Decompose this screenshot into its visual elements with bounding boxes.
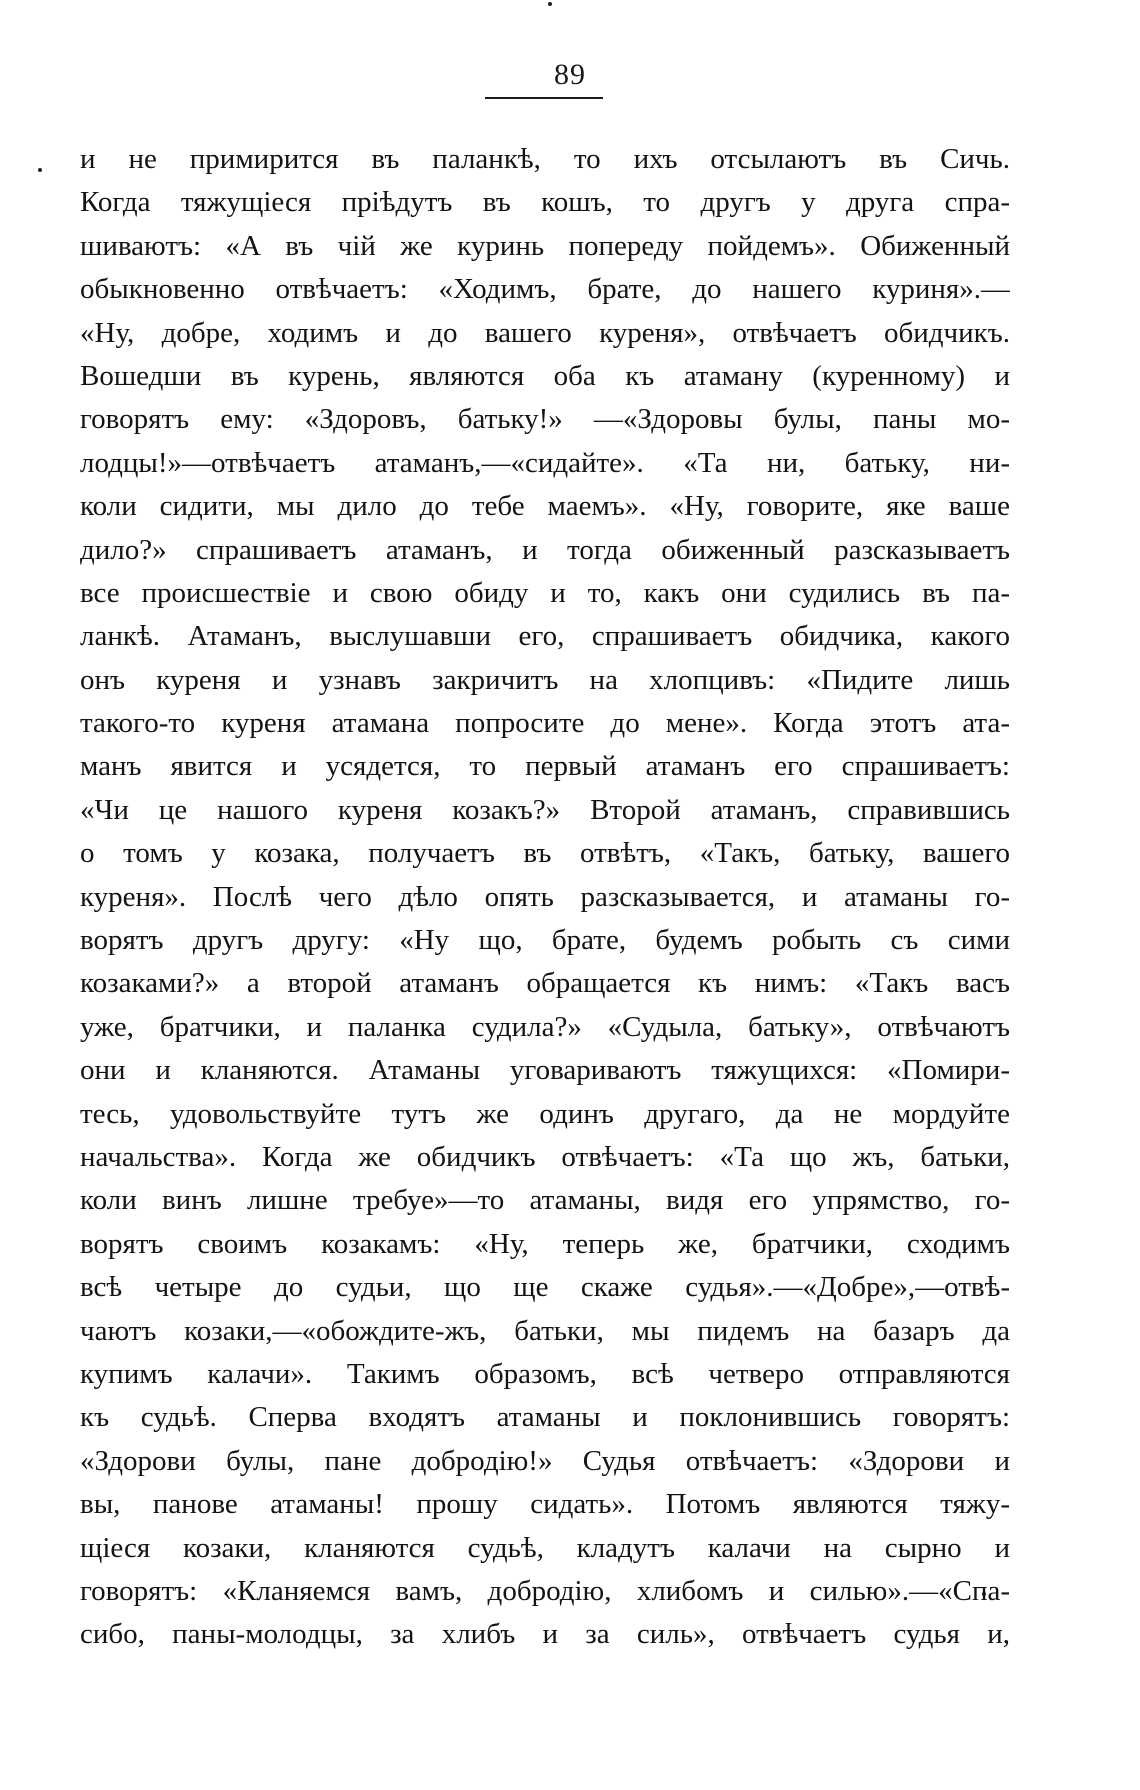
text-line: уже, братчики, и паланка судила?» «Судыла, батьку», отвѣчаютъ [80, 1010, 1010, 1043]
page-number: 89 [554, 58, 586, 91]
text-line: коли винъ лишне требуе»—то атаманы, видя его упрямство, го- [80, 1184, 1010, 1217]
text-line: и не примирится въ паланкѣ, то ихъ отсылаютъ въ Сичь. [80, 143, 1010, 175]
text-line: «Чи це нашого куреня козакъ?» Второй атаманъ, справившись [80, 793, 1010, 826]
text-line: говорятъ: «Кланяемся вамъ, добродію, хлибомъ и силью».—«Спа- [80, 1574, 1010, 1607]
text-line: коли сидити, мы дило до тебе маемъ». «Ну, говорите, яке ваше [80, 490, 1010, 523]
text-line: чаютъ козаки,—«обождите-жъ, батьки, мы пидемъ на базаръ да [80, 1314, 1010, 1347]
text-line: вы, панове атаманы! прошу сидать». Потомъ являются тяжу- [80, 1488, 1010, 1521]
text-line: куреня». Послѣ чего дѣло опять разсказывается, и атаманы го- [80, 880, 1010, 913]
text-line: дило?» спрашиваетъ атаманъ, и тогда обиженный разсказываетъ [80, 533, 1010, 566]
text-line: манъ явится и усядется, то первый атаманъ его спрашиваетъ: [80, 750, 1010, 783]
text-line: о томъ у козака, получаетъ въ отвѣтъ, «Такъ, батьку, вашего [80, 837, 1010, 870]
print-speck [38, 168, 42, 172]
text-line: козаками?» а второй атаманъ обращается къ нимъ: «Такъ васъ [80, 967, 1010, 1000]
body-text [80, 138, 1010, 1657]
text-line: купимъ калачи». Такимъ образомъ, всѣ четверо отправляются [80, 1357, 1010, 1390]
text-line: щіеся козаки, кланяются судьѣ, кладутъ калачи на сырно и [80, 1531, 1010, 1564]
text-line: ворятъ своимъ козакамъ: «Ну, теперь же, братчики, сходимъ [80, 1227, 1010, 1260]
text-line: ворятъ другъ другу: «Ну що, брате, будемъ робыть съ сими [80, 924, 1010, 957]
text-line: они и кланяются. Атаманы уговариваютъ тяжущихся: «Помири- [80, 1054, 1010, 1087]
text-line: всѣ четыре до судьи, що ще скаже судья».—«Добре»,—отвѣ- [80, 1271, 1010, 1304]
text-line: такого-то куреня атамана попросите до мене». Когда этотъ ата- [80, 707, 1010, 740]
text-line: обыкновенно отвѣчаетъ: «Ходимъ, брате, до нашего куриня».— [80, 273, 1010, 306]
text-line: къ судьѣ. Сперва входятъ атаманы и поклонившись говорятъ: [80, 1401, 1010, 1434]
text-line: тесь, удовольствуйте тутъ же одинъ другаго, да не мордуйте [80, 1097, 1010, 1130]
text-line: Когда тяжущіеся пріѣдутъ въ кошъ, то другъ у друга спра- [80, 186, 1010, 219]
print-speck [548, 2, 552, 6]
text-line: ланкѣ. Атаманъ, выслушавши его, спрашиваетъ обидчика, какого [80, 620, 1010, 653]
text-line: начальства». Когда же обидчикъ отвѣчаетъ: «Та що жъ, батьки, [80, 1140, 1010, 1173]
text-line: шиваютъ: «А въ чій же куринь попереду пойдемъ». Обиженный [80, 229, 1010, 262]
text-line: Вошедши въ курень, являются оба къ атаману (куренному) и [80, 359, 1010, 392]
text-line: лодцы!»—отвѣчаетъ атаманъ,—«сидайте». «Та ни, батьку, ни- [80, 446, 1010, 479]
text-line: «Здорови булы, пане добродію!» Судья отвѣчаетъ: «Здорови и [80, 1444, 1010, 1477]
text-line: все происшествіе и свою обиду и то, какъ они судились въ па- [80, 576, 1010, 609]
text-line: онъ куреня и узнавъ закричитъ на хлопцивъ: «Пидите лишь [80, 663, 1010, 696]
text-line: говорятъ ему: «Здоровъ, батьку!» —«Здоровы булы, паны мо- [80, 403, 1010, 436]
text-line: сибо, паны-молодцы, за хлибъ и за силь», отвѣчаетъ судья и, [80, 1618, 1010, 1651]
text-line: «Ну, добре, ходимъ и до вашего куреня», отвѣчаетъ обидчикъ. [80, 316, 1010, 349]
page-number-rule [485, 97, 603, 99]
